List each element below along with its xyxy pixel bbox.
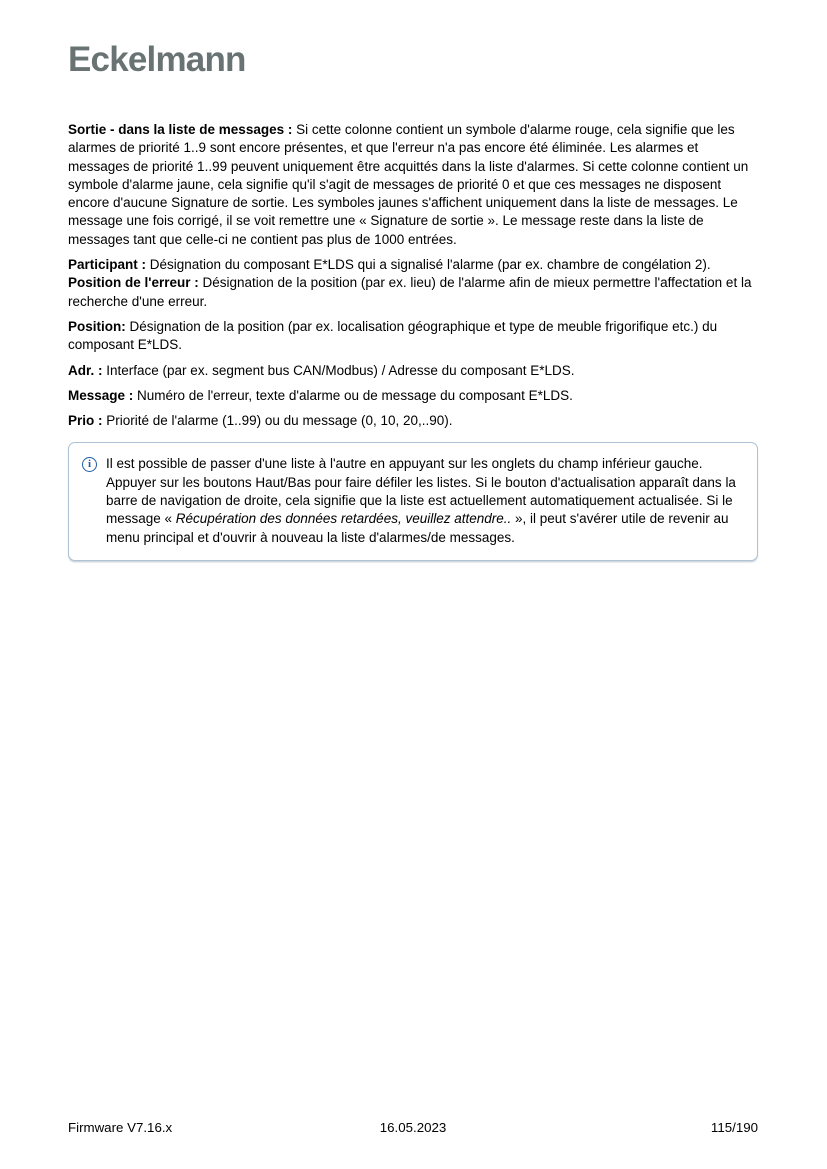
line-position-erreur <box>68 275 751 308</box>
paragraph-participant-position <box>68 256 760 311</box>
line-participant-lead: Participant : <box>68 257 147 273</box>
paragraph-adr-text: Interface (par ex. segment bus CAN/Modbus) / Adresse du composant E*LDS. <box>102 362 575 378</box>
paragraph-sortie-text: Si cette colonne contient un symbole d'alarme rouge, cela signifie que les alarmes de priorité 1..9 sont encore présentes, et que l'erreur n'a pas encore été éliminée. Les alarmes et messages de priorité 1..99 peuvent uniquement être acquittés dans la liste d'alarmes. Si cette colonne contient un symbole d'alarme jaune, cela signifie qu'il s'agit de messages de priorité 0 et que ces messages ne disposent encore d'aucune Signature de sortie. Les symboles jaunes s'affichent uniquement dans la liste de messages. Le message une fois corrigé, il se voit remettre une « Signature de sortie ». Le message reste dans la liste de messages tant que celle-ci ne contient pas plus de 1000 entrées. <box>68 122 749 247</box>
line-position-erreur-lead: Position de l'erreur : <box>68 275 199 291</box>
paragraph-position-lead: Position: <box>68 318 126 334</box>
info-note-text-after: », il peut s'avérer utile de revenir au menu principal et d'ouvrir à nouveau la liste d'alarmes/de messages. <box>106 511 729 545</box>
paragraph-prio-lead: Prio : <box>68 413 103 429</box>
line-participant <box>68 256 760 274</box>
paragraph-message-lead: Message : <box>68 387 134 403</box>
line-position-erreur-text: Désignation de la position (par ex. lieu) de l'alarme afin de mieux permettre l'affectation et la recherche d'une erreur. <box>68 275 752 309</box>
paragraph-prio-text: Priorité de l'alarme (1..99) ou du message (0, 10, 20,..90). <box>102 413 453 429</box>
info-note-text <box>106 455 741 546</box>
info-note-text-italic: Récupération des données retardées, veuillez attendre.. <box>175 511 512 527</box>
info-note-text-before: Il est possible de passer d'une liste à l'autre en appuyant sur les onglets du champ inférieur gauche. Appuyer sur les boutons Haut/Bas pour faire défiler les listes. Si le bouton d'actualisation apparaît dans la barre de navigation de droite, cela signifie que la liste est actuellement automatiquement actualisée. Si le message « <box>106 456 736 527</box>
paragraph-message <box>68 387 760 405</box>
paragraph-message-text: Numéro de l'erreur, texte d'alarme ou de message du composant E*LDS. <box>133 387 573 403</box>
info-icon: i <box>82 457 97 472</box>
paragraph-prio <box>68 412 760 430</box>
eckelmann-logo: Eckelmann <box>68 40 246 79</box>
page-footer <box>68 1120 758 1135</box>
paragraph-adr-lead: Adr. : <box>68 362 103 378</box>
paragraph-sortie-lead: Sortie - dans la liste de messages : <box>68 122 293 137</box>
paragraph-sortie <box>68 121 760 249</box>
footer-page-number: 115/190 <box>710 1120 758 1135</box>
footer-date: 16.05.2023 <box>379 1120 447 1135</box>
paragraph-position <box>68 318 760 355</box>
paragraph-position-text: Désignation de la position (par ex. localisation géographique et type de meuble frigorifique etc.) du composant E*LDS. <box>68 318 718 353</box>
paragraph-adr <box>68 362 760 380</box>
info-note-box <box>68 442 758 560</box>
footer-firmware-version: Firmware V7.16.x <box>68 1120 173 1135</box>
line-participant-text: Désignation du composant E*LDS qui a signalisé l'alarme (par ex. chambre de congélation 2). <box>146 257 711 273</box>
page-body <box>68 121 760 561</box>
